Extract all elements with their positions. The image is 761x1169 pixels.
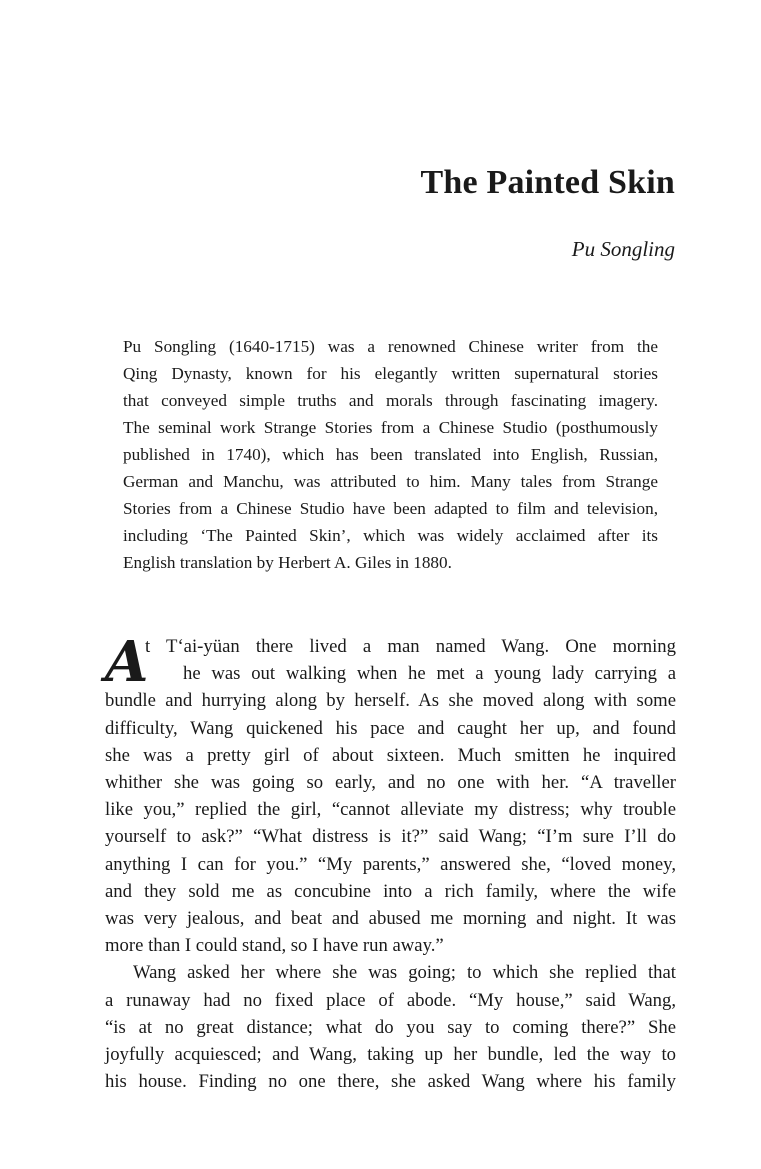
intro-line: Stories from a Chinese Studio have been adapted to film and television, [123, 499, 658, 518]
intro-line: including ‘The Painted Skin’, which was widely acclaimed after its [123, 526, 658, 545]
story-line: Wang asked her where she was going; to which she replied that [133, 962, 676, 984]
story-line: was very jealous, and beat and abused me morning and night. It was [105, 908, 676, 930]
chapter-title: The Painted Skin [420, 164, 675, 201]
story-line: like you,” replied the girl, “cannot alleviate my distress; why trouble [105, 799, 676, 821]
chapter-author: Pu Songling [571, 237, 675, 261]
story-line: he was out walking when he met a young lady carrying a [183, 663, 676, 685]
author-introduction [123, 333, 658, 576]
story-line: whither she was going so early, and no one with her. “A traveller [105, 772, 676, 794]
story-line: anything I can for you.” “My parents,” answered she, “loved money, [105, 853, 676, 875]
drop-cap-letter: A [105, 629, 149, 695]
story-line: his house. Finding no one there, she asked Wang where his family [105, 1071, 676, 1093]
story-line: t T‘ai-yüan there lived a man named Wang. One morning [145, 636, 676, 657]
story-line: yourself to ask?” “What distress is it?” said Wang; “I’m sure I’ll do [105, 826, 676, 848]
story-line: bundle and hurrying along by herself. As she moved along with some [105, 690, 676, 712]
intro-line: Pu Songling (1640-1715) was a renowned Chinese writer from the [123, 337, 658, 356]
intro-line: The seminal work Strange Stories from a Chinese Studio (posthumously [123, 418, 658, 437]
story-text [105, 629, 676, 1095]
story-line: joyfully acquiesced; and Wang, taking up her bundle, led the way to [105, 1044, 676, 1066]
story-line: “is at no great distance; what do you say to coming there?” She [105, 1016, 676, 1038]
story-line: a runaway had no fixed place of abode. “My house,” said Wang, [105, 989, 676, 1011]
story-line: difficulty, Wang quickened his pace and caught her up, and found [105, 717, 676, 739]
intro-line: English translation by Herbert A. Giles in 1880. [123, 553, 452, 572]
intro-line: German and Manchu, was attributed to him. Many tales from Strange [123, 472, 658, 491]
intro-line: Qing Dynasty, known for his elegantly written supernatural stories [123, 364, 658, 383]
story-line: more than I could stand, so I have run away.” [105, 935, 444, 957]
drop-cap [105, 629, 149, 695]
story-line: she was a pretty girl of about sixteen. Much smitten he inquired [105, 744, 676, 766]
intro-line: that conveyed simple truths and morals through fascinating imagery. [123, 391, 658, 410]
story-line: and they sold me as concubine into a rich family, where the wife [105, 880, 676, 902]
intro-line: published in 1740), which has been translated into English, Russian, [123, 445, 658, 464]
